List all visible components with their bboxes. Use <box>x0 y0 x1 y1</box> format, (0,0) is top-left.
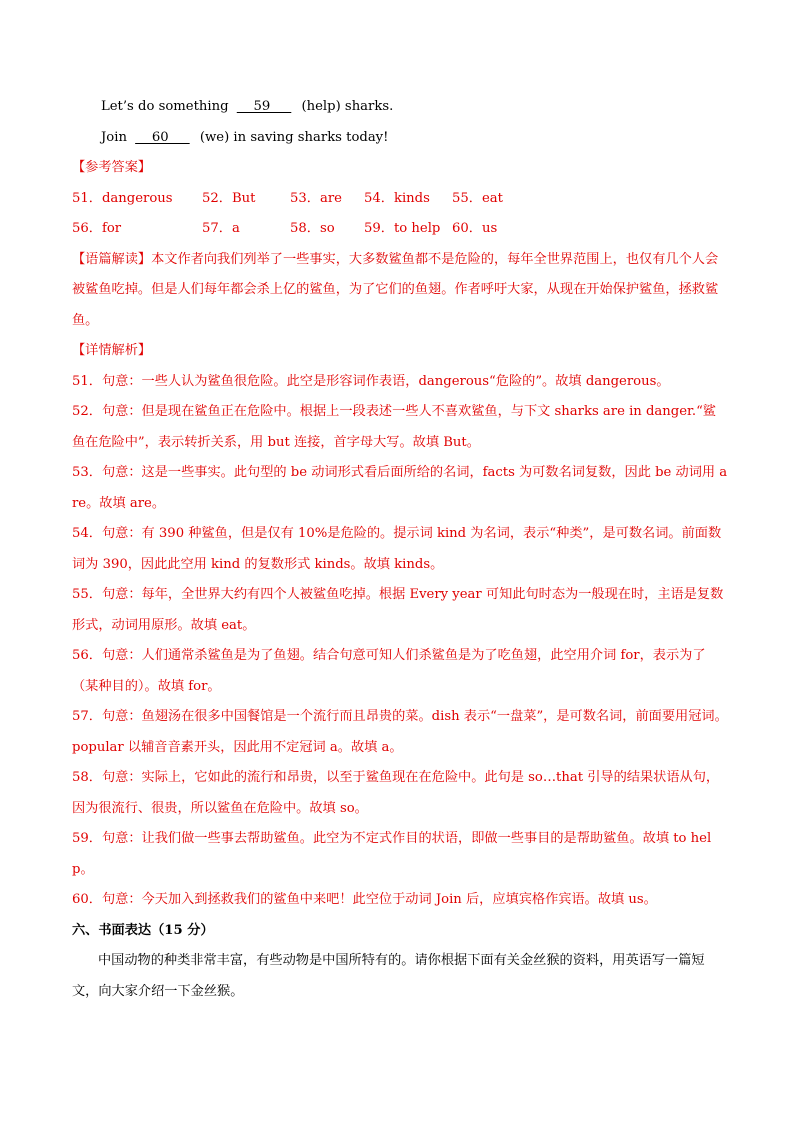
answer-item: 52．But <box>202 190 256 206</box>
detail-52: 52．句意：但是现在鲨鱼正在危险中。根据上一段表述一些人不喜欢鲨鱼，与下文 sharks are in danger.“鲨鱼在危险中”，表示转折关系，用 but 连接，首字母大写。故填 But。 <box>72 404 716 450</box>
detail-59: 59．句意：让我们做一些事去帮助鲨鱼。此空为不定式作目的状语，即做一些事目的是帮助鲨鱼。故填 to help。 <box>72 831 712 877</box>
blank-59: 59 <box>236 99 292 114</box>
passage-heading: 【语篇解读】 <box>72 251 152 267</box>
cloze-text: Join <box>101 129 127 145</box>
passage-analysis <box>72 245 728 337</box>
answer-row-1 <box>72 184 728 215</box>
section-title: 六、书面表达（15 分） <box>72 922 214 938</box>
section-instructions: 中国动物的种类非常丰富，有些动物是中国所特有的。请你根据下面有关金丝猴的资料，用英语写一篇短文，向大家介绍一下金丝猴。 <box>72 953 705 999</box>
answer-item: 51．dangerous <box>72 190 173 206</box>
answer-heading: 【参考答案】 <box>72 160 152 175</box>
detail-53: 53．句意：这是一些事实。此句型的 be 动词形式看后面所给的名词，facts 为可数名词复数，因此 be 动词用 are。故填 are。 <box>72 465 728 511</box>
answer-item: 58．so <box>290 221 335 236</box>
answer-item: 53．are <box>290 190 342 206</box>
blank-60: 60 <box>135 129 190 145</box>
cloze-text: Let’s do something <box>101 99 229 114</box>
answer-item: 54．kinds <box>364 190 430 206</box>
answer-item: 56．for <box>72 221 122 236</box>
detail-56: 56．句意：人们通常杀鲨鱼是为了鱼翅。结合句意可知人们杀鲨鱼是为了吃鱼翅，此空用介词 for，表示为了（某种目的）。故填 for。 <box>72 648 706 694</box>
cloze-line-59 <box>72 92 728 123</box>
detail-heading: 【详情解析】 <box>72 343 152 358</box>
answer-item: 57．a <box>202 221 240 236</box>
cloze-hint: (we) in saving sharks today! <box>199 129 389 145</box>
answer-item: 59．to help <box>364 221 441 236</box>
cloze-hint: (help) sharks. <box>301 99 394 114</box>
detail-58: 58．句意：实际上，它如此的流行和昂贵，以至于鲨鱼现在在危险中。此句是 so…that 引导的结果状语从句，因为很流行、很贵，所以鲨鱼在危险中。故填 so。 <box>72 770 720 816</box>
answer-item: 55．eat <box>452 190 503 206</box>
answer-item: 60．us <box>452 221 498 236</box>
cloze-line-60 <box>72 123 728 154</box>
document-page <box>72 92 728 1007</box>
detail-54: 54．句意：有 390 种鲨鱼，但是仅有 10%是危险的。提示词 kind 为名词，表示“种类”，是可数名词。前面数词为 390，因此此空用 kind 的复数形式 kinds。故填 kinds。 <box>72 526 722 572</box>
detail-51: 51．句意：一些人认为鲨鱼很危险。此空是形容词作表语，dangerous“危险的”。故填 dangerous。 <box>72 373 670 389</box>
detail-57: 57．句意：鱼翅汤在很多中国餐馆是一个流行而且昂贵的菜。dish 表示“一盘菜”，是可数名词，前面要用冠词。popular 以辅音音素开头，因此用不定冠词 a。故填 a。 <box>72 709 728 755</box>
detail-55: 55．句意：每年，全世界大约有四个人被鲨鱼吃掉。根据 Every year 可知此句时态为一般现在时，主语是复数形式，动词用原形。故填 eat。 <box>72 587 724 633</box>
answer-row-2 <box>72 214 728 245</box>
detail-60: 60．句意：今天加入到拯救我们的鲨鱼中来吧！此空位于动词 Join 后，应填宾格作宾语。故填 us。 <box>72 892 657 907</box>
passage-text: 本文作者向我们列举了一些事实，大多数鲨鱼都不是危险的，每年全世界范围上，也仅有几个人会被鲨鱼吃掉。但是人们每年都会杀上亿的鲨鱼，为了它们的鱼翅。作者呼吁大家，从现在开始保护鲨鱼，拯救鲨鱼。 <box>72 251 719 328</box>
